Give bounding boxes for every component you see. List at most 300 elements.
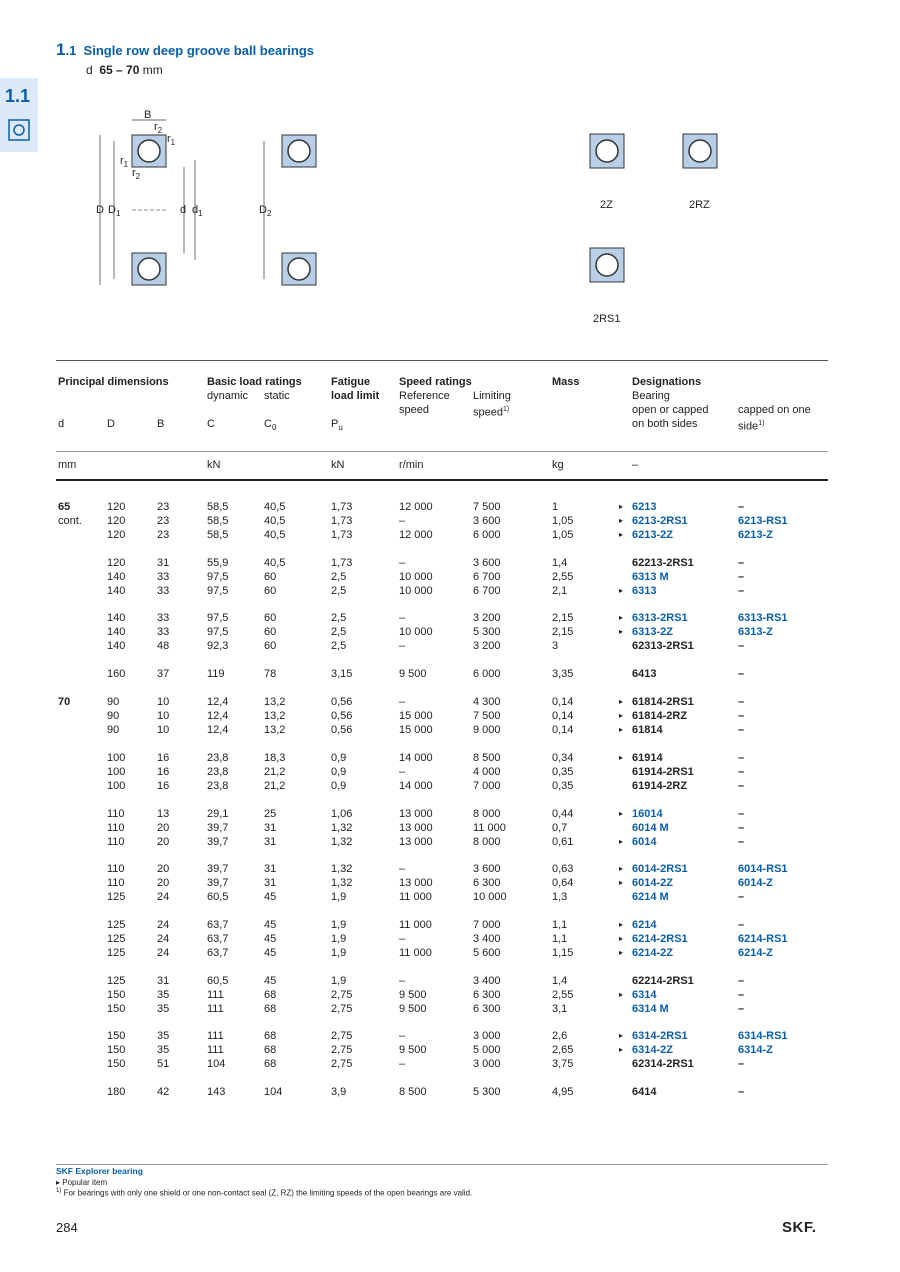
- cell-c: 119: [207, 668, 225, 680]
- cell-pu: 1,32: [331, 836, 353, 848]
- cell-lim: 8 500: [473, 752, 501, 764]
- cell-b: 20: [157, 822, 170, 834]
- designation-capped-one-side[interactable]: 6313-Z: [738, 626, 773, 638]
- cell-lim: 3 600: [473, 863, 501, 875]
- popular-item-marker: ▸: [619, 627, 624, 636]
- cell-pu: 0,9: [331, 766, 347, 778]
- cell-pu: 2,75: [331, 1030, 353, 1042]
- designation-open[interactable]: 61814-2RS1: [632, 696, 694, 708]
- cell-lim: 5 600: [473, 947, 501, 959]
- cell-mass: 0,63: [552, 863, 574, 875]
- cell-pu: 2,75: [331, 1003, 353, 1015]
- variant-label-2rz: 2RZ: [689, 199, 710, 211]
- cell-ref: –: [399, 696, 406, 708]
- cell-b: 10: [157, 696, 170, 708]
- cell-lim: 7 500: [473, 710, 501, 722]
- cell-pu: 0,56: [331, 696, 353, 708]
- popular-item-marker: ▸: [619, 711, 624, 720]
- designation-capped-one-side: –: [738, 1058, 745, 1070]
- cell-pu: 0,56: [331, 724, 353, 736]
- designation-capped-one-side: –: [738, 808, 745, 820]
- hdr-fatigue2: load limit: [331, 390, 380, 402]
- designation-capped-one-side: –: [738, 1003, 745, 1015]
- cell-mass: 1: [552, 501, 559, 513]
- cell-b: 51: [157, 1058, 170, 1070]
- size-range: d 65 – 70 mm: [86, 63, 163, 77]
- designation-open[interactable]: 6313-2RS1: [632, 612, 688, 624]
- cell-c: 23,8: [207, 752, 229, 764]
- popular-item-marker: ▸: [619, 753, 624, 762]
- header-mid-rule: [56, 451, 828, 452]
- hdr-basic: Basic load ratings: [207, 376, 302, 388]
- designation-open[interactable]: 6014-2RS1: [632, 863, 688, 875]
- unit-mm: mm: [58, 459, 77, 471]
- cell-c: 12,4: [207, 710, 229, 722]
- designation-open[interactable]: 16014: [632, 808, 663, 820]
- cell-d: 90: [107, 710, 120, 722]
- chapter-tab[interactable]: [0, 78, 38, 152]
- popular-item-marker: ▸: [619, 613, 624, 622]
- designation-capped-one-side: –: [738, 780, 745, 792]
- cell-c: 58,5: [207, 515, 229, 527]
- label-B: B: [144, 109, 152, 121]
- cell-mass: 0,44: [552, 808, 574, 820]
- cell-c0: 25: [264, 808, 277, 820]
- designation-capped-one-side: –: [738, 501, 745, 513]
- cell-d: 140: [107, 571, 126, 583]
- cell-b: 20: [157, 877, 170, 889]
- cell-ref: 12 000: [399, 501, 433, 513]
- cell-c: 55,9: [207, 557, 229, 569]
- cell-b: 35: [157, 1003, 170, 1015]
- cell-lim: 7 000: [473, 780, 501, 792]
- cell-ref: 14 000: [399, 780, 433, 792]
- sym-C0: $C_0$: [264, 418, 277, 433]
- cell-pu: 2,5: [331, 585, 347, 597]
- cell-c0: 31: [264, 836, 277, 848]
- cell-c: 39,7: [207, 836, 229, 848]
- cell-mass: 1,1: [552, 933, 568, 945]
- cell-b: 24: [157, 933, 170, 945]
- section-number: 1: [56, 40, 66, 59]
- cell-pu: 1,73: [331, 557, 353, 569]
- cell-lim: 5 300: [473, 1086, 501, 1098]
- cell-b: 16: [157, 780, 170, 792]
- cell-c0: 68: [264, 1003, 277, 1015]
- cell-c: 58,5: [207, 529, 229, 541]
- cell-d: 125: [107, 975, 126, 987]
- designation-capped-one-side[interactable]: 6213-Z: [738, 529, 773, 541]
- cell-mass: 2,55: [552, 571, 574, 583]
- cell-lim: 3 600: [473, 557, 501, 569]
- designation-capped-one-side[interactable]: 6314-Z: [738, 1044, 773, 1056]
- hdr-open2: on both sides: [632, 418, 698, 430]
- table-top-rule: [56, 360, 828, 361]
- designation-capped-one-side: –: [738, 668, 745, 680]
- cell-c: 104: [207, 1058, 226, 1070]
- cell-ref: –: [399, 612, 406, 624]
- cell-d: 120: [107, 501, 126, 513]
- cell-c0: 13,2: [264, 696, 286, 708]
- cell-mass: 3: [552, 640, 559, 652]
- cell-ref: 14 000: [399, 752, 433, 764]
- cell-d: 70: [58, 696, 71, 708]
- cell-d: 120: [107, 529, 126, 541]
- cell-b: 23: [157, 529, 170, 541]
- cell-ref: 9 500: [399, 1044, 427, 1056]
- hdr-dynamic: dynamic: [207, 390, 248, 402]
- cell-c0: 45: [264, 933, 277, 945]
- cell-pu: 1,73: [331, 529, 353, 541]
- cell-lim: 10 000: [473, 891, 507, 903]
- cell-b: 10: [157, 724, 170, 736]
- designation-open[interactable]: 6413: [632, 668, 657, 680]
- cell-mass: 0,14: [552, 724, 574, 736]
- cell-c: 60,5: [207, 891, 229, 903]
- footer-note: $^{1)}$ For bearings with only one shield or one non-contact seal (Z, RZ) the limiting speeds of the open bearings are valid.: [56, 1188, 473, 1198]
- cell-mass: 3,75: [552, 1058, 574, 1070]
- cell-ref: 13 000: [399, 822, 433, 834]
- cell-mass: 2,65: [552, 1044, 574, 1056]
- cell-c: 12,4: [207, 696, 229, 708]
- cell-pu: 1,32: [331, 822, 353, 834]
- cell-b: 37: [157, 668, 170, 680]
- cell-b: 31: [157, 557, 170, 569]
- cell-c0: 60: [264, 626, 277, 638]
- cell-d: cont.: [58, 515, 82, 527]
- cell-mass: 2,15: [552, 612, 574, 624]
- designation-capped-one-side[interactable]: 6214-RS1: [738, 933, 788, 945]
- cell-pu: 1,73: [331, 515, 353, 527]
- hdr-limiting2: speed$^{1)}$: [473, 406, 510, 419]
- designation-capped-one-side: –: [738, 822, 745, 834]
- variant-label-2rs1: 2RS1: [593, 313, 621, 325]
- cell-lim: 7 500: [473, 501, 501, 513]
- cell-c: 92,3: [207, 640, 229, 652]
- footer-rule: [56, 1164, 828, 1165]
- cell-c0: 60: [264, 571, 277, 583]
- cell-c0: 45: [264, 975, 277, 987]
- popular-item-marker: ▸: [619, 990, 624, 999]
- section-title-text: Single row deep groove ball bearings: [83, 43, 314, 58]
- cell-pu: 1,73: [331, 501, 353, 513]
- cell-d: 100: [107, 780, 126, 792]
- designation-open[interactable]: 6213: [632, 501, 657, 513]
- bearing-cross-section-diagram: [90, 105, 340, 295]
- page-number: 284: [56, 1220, 78, 1235]
- cell-c0: 68: [264, 1030, 277, 1042]
- popular-item-marker: ▸: [619, 1031, 624, 1040]
- cell-b: 33: [157, 571, 170, 583]
- cell-lim: 6 000: [473, 668, 501, 680]
- cell-pu: 2,5: [331, 640, 347, 652]
- unit-kg: kg: [552, 459, 564, 471]
- cell-d: 125: [107, 891, 126, 903]
- cell-ref: 9 500: [399, 668, 427, 680]
- cell-lim: 3 400: [473, 975, 501, 987]
- cell-c0: 31: [264, 877, 277, 889]
- header-bottom-rule: [56, 479, 828, 481]
- designation-open[interactable]: 6014: [632, 836, 657, 848]
- cell-d: 90: [107, 696, 120, 708]
- cell-c0: 68: [264, 1058, 277, 1070]
- cell-c0: 31: [264, 822, 277, 834]
- cell-ref: –: [399, 557, 406, 569]
- designation-open[interactable]: 62313-2RS1: [632, 640, 694, 652]
- designation-open[interactable]: 6314-2RS1: [632, 1030, 688, 1042]
- designation-capped-one-side[interactable]: 6014-Z: [738, 877, 773, 889]
- cell-c: 97,5: [207, 585, 229, 597]
- cell-c: 111: [207, 1003, 224, 1015]
- cell-mass: 1,1: [552, 919, 568, 931]
- designation-capped-one-side[interactable]: 6313-RS1: [738, 612, 788, 624]
- cell-pu: 1,06: [331, 808, 353, 820]
- cell-ref: 12 000: [399, 529, 433, 541]
- cell-d: 110: [107, 863, 125, 875]
- designation-open[interactable]: 62213-2RS1: [632, 557, 694, 569]
- cell-c0: 104: [264, 1086, 283, 1098]
- cell-lim: 6 300: [473, 989, 501, 1001]
- designation-open[interactable]: 61914-2RS1: [632, 766, 694, 778]
- hdr-limiting1: Limiting: [473, 390, 511, 402]
- cell-c: 39,7: [207, 877, 229, 889]
- cell-ref: 10 000: [399, 626, 433, 638]
- cell-mass: 0,34: [552, 752, 574, 764]
- designation-open[interactable]: 6313: [632, 585, 657, 597]
- cell-pu: 1,32: [331, 877, 353, 889]
- popular-item-marker: ▸: [619, 837, 624, 846]
- cell-d: 140: [107, 612, 126, 624]
- designation-open[interactable]: 61814-2RZ: [632, 710, 688, 722]
- cell-lim: 6 700: [473, 571, 501, 583]
- cell-d: 150: [107, 1058, 126, 1070]
- designation-open[interactable]: 6313 M: [632, 571, 669, 583]
- designation-capped-one-side: –: [738, 696, 745, 708]
- cell-pu: 2,75: [331, 1058, 353, 1070]
- cell-lim: 7 000: [473, 919, 501, 931]
- cell-c0: 21,2: [264, 766, 286, 778]
- cell-b: 33: [157, 612, 170, 624]
- cell-lim: 6 300: [473, 877, 501, 889]
- variant-2z-diagram: [588, 132, 628, 172]
- footer-popular: ▸ Popular item: [56, 1178, 108, 1187]
- cell-c: 63,7: [207, 919, 229, 931]
- hdr-bearing: Bearing: [632, 390, 670, 402]
- label-d: d: [180, 204, 187, 216]
- designation-capped-one-side: –: [738, 710, 745, 722]
- popular-item-marker: ▸: [619, 878, 624, 887]
- designation-capped-one-side: –: [738, 1086, 745, 1098]
- cell-lim: 6 000: [473, 529, 501, 541]
- designation-open[interactable]: 62214-2RS1: [632, 975, 694, 987]
- sym-B: B: [157, 418, 165, 430]
- designation-capped-one-side: –: [738, 724, 745, 736]
- cell-ref: 13 000: [399, 877, 433, 889]
- designation-open[interactable]: 6213-2Z: [632, 529, 673, 541]
- cell-b: 20: [157, 836, 170, 848]
- cell-c: 23,8: [207, 766, 229, 778]
- cell-c: 111: [207, 1044, 224, 1056]
- variant-2rz-diagram: [681, 132, 721, 172]
- cell-c0: 40,5: [264, 557, 286, 569]
- designation-open[interactable]: 61914-2RZ: [632, 780, 688, 792]
- cell-b: 35: [157, 989, 170, 1001]
- cell-mass: 3,1: [552, 1003, 568, 1015]
- popular-item-marker: ▸: [619, 586, 624, 595]
- designation-capped-one-side: –: [738, 640, 745, 652]
- cell-lim: 4 000: [473, 766, 501, 778]
- cell-c0: 78: [264, 668, 277, 680]
- sym-Pu: $P_u$: [331, 418, 343, 433]
- variant-label-2z: 2Z: [600, 199, 613, 211]
- cell-mass: 1,3: [552, 891, 568, 903]
- cell-pu: 1,9: [331, 947, 347, 959]
- cell-ref: 15 000: [399, 710, 433, 722]
- designation-open[interactable]: 6014-2Z: [632, 877, 673, 889]
- cell-lim: 11 000: [473, 822, 506, 834]
- cell-c: 23,8: [207, 780, 229, 792]
- designation-open[interactable]: 6214-2RS1: [632, 933, 688, 945]
- designation-open[interactable]: 6213-2RS1: [632, 515, 688, 527]
- cell-c: 58,5: [207, 501, 229, 513]
- cell-lim: 3 000: [473, 1030, 501, 1042]
- cell-c: 63,7: [207, 933, 229, 945]
- designation-open[interactable]: 6214 M: [632, 891, 669, 903]
- cell-mass: 1,05: [552, 529, 574, 541]
- cell-c0: 60: [264, 612, 277, 624]
- cell-mass: 2,1: [552, 585, 568, 597]
- cell-mass: 0,7: [552, 822, 568, 834]
- cell-d: 140: [107, 626, 126, 638]
- cell-ref: 13 000: [399, 808, 433, 820]
- cell-mass: 2,6: [552, 1030, 568, 1042]
- popular-item-marker: ▸: [619, 697, 624, 706]
- unit-kn-pu: kN: [331, 459, 345, 471]
- cell-c0: 68: [264, 989, 277, 1001]
- cell-lim: 5 300: [473, 626, 501, 638]
- cell-d: 90: [107, 724, 120, 736]
- cell-pu: 2,75: [331, 1044, 353, 1056]
- designation-open[interactable]: 6214: [632, 919, 657, 931]
- cell-pu: 2,5: [331, 612, 347, 624]
- cell-d: 140: [107, 640, 126, 652]
- label-r1-side: $r_1$: [120, 155, 129, 170]
- designation-capped-one-side[interactable]: 6213-RS1: [738, 515, 788, 527]
- designation-capped-one-side: –: [738, 752, 745, 764]
- unit-dash: –: [632, 459, 639, 471]
- designation-capped-one-side[interactable]: 6214-Z: [738, 947, 773, 959]
- cell-lim: 6 300: [473, 1003, 501, 1015]
- cell-ref: 8 500: [399, 1086, 427, 1098]
- designation-open[interactable]: 6414: [632, 1086, 657, 1098]
- cell-pu: 1,9: [331, 975, 347, 987]
- designation-capped-one-side: –: [738, 836, 745, 848]
- cell-ref: 9 500: [399, 1003, 427, 1015]
- designation-open[interactable]: 6314 M: [632, 1003, 669, 1015]
- cell-ref: –: [399, 863, 406, 875]
- cell-b: 16: [157, 752, 170, 764]
- cell-c0: 40,5: [264, 529, 286, 541]
- designation-open[interactable]: 6214-2Z: [632, 947, 673, 959]
- cell-mass: 2,55: [552, 989, 574, 1001]
- cell-ref: –: [399, 933, 406, 945]
- cell-pu: 2,5: [331, 626, 347, 638]
- cell-pu: 2,5: [331, 571, 347, 583]
- cell-pu: 2,75: [331, 989, 353, 1001]
- cell-mass: 0,64: [552, 877, 574, 889]
- designation-capped-one-side: –: [738, 766, 745, 778]
- cell-c0: 45: [264, 891, 277, 903]
- skf-logo: SKF.: [782, 1219, 817, 1236]
- cell-d: 125: [107, 947, 126, 959]
- cell-lim: 3 400: [473, 933, 501, 945]
- designation-capped-one-side: –: [738, 585, 745, 597]
- cell-b: 24: [157, 947, 170, 959]
- cell-b: 31: [157, 975, 170, 987]
- cell-lim: 9 000: [473, 724, 501, 736]
- designation-capped-one-side[interactable]: 6314-RS1: [738, 1030, 788, 1042]
- popular-item-marker: ▸: [619, 920, 624, 929]
- cell-ref: 10 000: [399, 571, 433, 583]
- designation-open[interactable]: 61914: [632, 752, 663, 764]
- cell-mass: 1,15: [552, 947, 574, 959]
- unit-rmin: r/min: [399, 459, 424, 471]
- section-title: 1.1 Single row deep groove ball bearings: [56, 40, 314, 59]
- designation-open[interactable]: 61814: [632, 724, 663, 736]
- cell-c0: 60: [264, 640, 277, 652]
- popular-item-marker: ▸: [619, 934, 624, 943]
- popular-item-marker: ▸: [619, 809, 624, 818]
- designation-open[interactable]: 62314-2RS1: [632, 1058, 694, 1070]
- hdr-capped2: side$^{1)}$: [738, 420, 765, 433]
- cell-d: 110: [107, 822, 125, 834]
- cell-c: 97,5: [207, 571, 229, 583]
- cell-pu: 3,15: [331, 668, 353, 680]
- popular-item-marker: ▸: [619, 516, 624, 525]
- cell-ref: 11 000: [399, 891, 432, 903]
- hdr-capped1: capped on one: [738, 404, 811, 416]
- designation-open[interactable]: 6014 M: [632, 822, 669, 834]
- hdr-reference2: speed: [399, 404, 429, 416]
- cell-c0: 45: [264, 947, 277, 959]
- cell-c0: 21,2: [264, 780, 286, 792]
- cell-c: 63,7: [207, 947, 229, 959]
- footer-title: SKF Explorer bearing: [56, 1166, 143, 1176]
- cell-d: 150: [107, 989, 126, 1001]
- cell-b: 16: [157, 766, 170, 778]
- designation-open[interactable]: 6314: [632, 989, 657, 1001]
- cell-mass: 3,35: [552, 668, 574, 680]
- cell-b: 13: [157, 808, 170, 820]
- designation-capped-one-side: –: [738, 557, 745, 569]
- chapter-tab-label: 1.1: [5, 86, 31, 106]
- cell-ref: 9 500: [399, 989, 427, 1001]
- cell-b: 20: [157, 863, 170, 875]
- unit-kn-c: kN: [207, 459, 221, 471]
- cell-lim: 4 300: [473, 696, 501, 708]
- label-r2-top: $r_2$: [154, 121, 163, 136]
- hdr-static: static: [264, 390, 290, 402]
- cell-ref: –: [399, 640, 406, 652]
- cell-ref: 13 000: [399, 836, 433, 848]
- designation-capped-one-side[interactable]: 6014-RS1: [738, 863, 788, 875]
- designation-open[interactable]: 6313-2Z: [632, 626, 673, 638]
- cell-pu: 1,9: [331, 891, 347, 903]
- cell-d: 150: [107, 1044, 126, 1056]
- designation-capped-one-side: –: [738, 891, 745, 903]
- cell-d: 120: [107, 515, 126, 527]
- designation-open[interactable]: 6314-2Z: [632, 1044, 673, 1056]
